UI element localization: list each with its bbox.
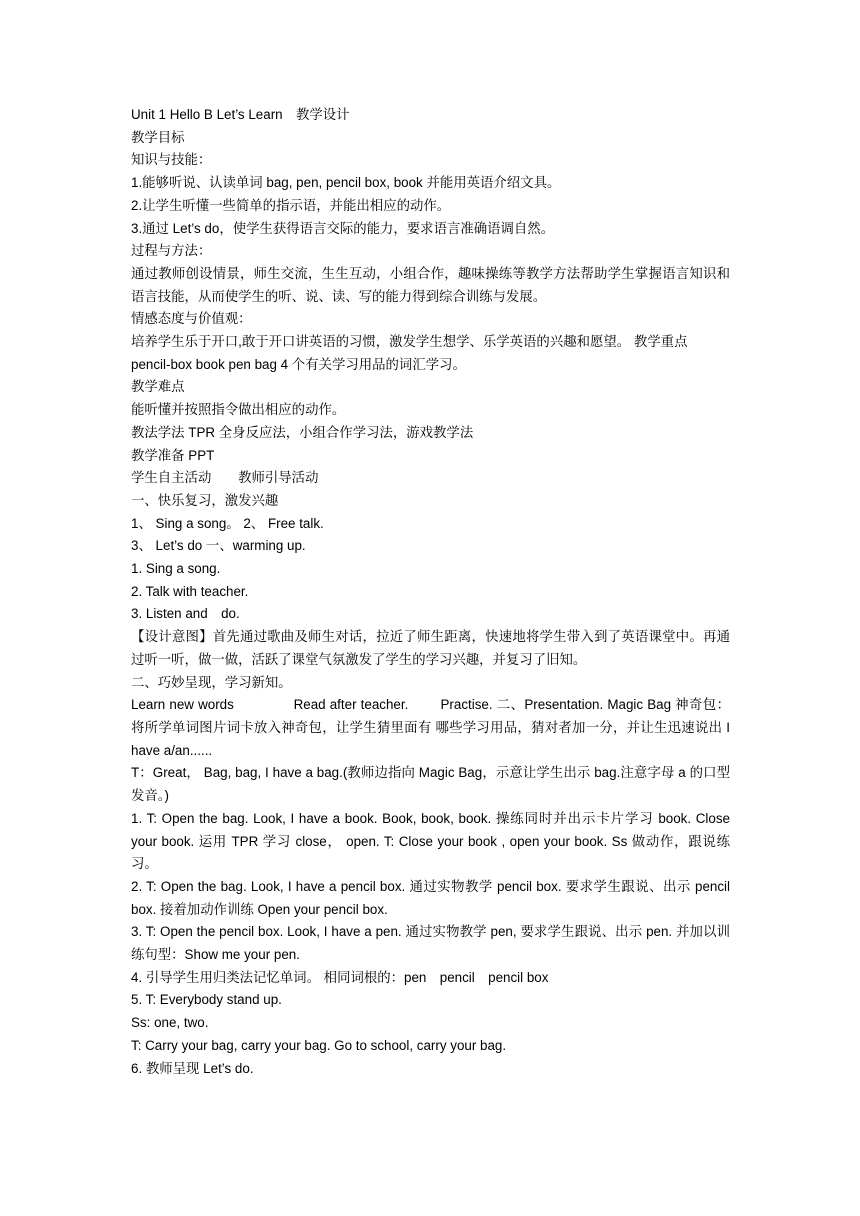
subheading-attitude-values: 情感态度与价值观： — [131, 311, 252, 327]
objective-item-3: 3.通过 Let’s do，使学生获得语言交际的能力，要求语言准确语调自然。 — [131, 220, 555, 236]
list-item: 1、 Sing a song。 2、 Free talk. — [131, 515, 324, 531]
paragraph-attitude-values: 培养学生乐于开口,敢于开口讲英语的习惯，激发学生想学、乐学英语的兴趣和愿望。 教学重点 — [131, 334, 688, 350]
list-item-pen: 3. T: Open the pencil box. Look, I have a pen. 通过实物教学 pen, 要求学生跟说、出示 pen. 并加以训练句型：Show me your pen. — [131, 924, 730, 963]
paragraph-difficulties: 能听懂并按照指令做出相应的动作。 — [131, 402, 346, 418]
paragraph-great-bag: T：Great， Bag, bag, I have a bag.(教师边指向 Magic Bag，示意让学生出示 bag.注意字母 a 的口型发音。) — [131, 765, 730, 804]
step-heading-review: 一、快乐复习，激发兴趣 — [131, 492, 279, 508]
paragraph-preparation: 教学准备 PPT — [131, 447, 215, 463]
list-item: 1. Sing a song. — [131, 561, 221, 577]
paragraph-design-intent: 【设计意图】首先通过歌曲及师生对话，拉近了师生距离，快速地将学生带入到了英语课堂中。再通过听一听，做一做，活跃了课堂气氛激发了学生的学习兴趣，并复习了旧知。 — [131, 629, 730, 667]
section-heading-difficulties: 教学难点 — [131, 379, 185, 395]
list-item-pencil-box: 2. T: Open the bag. Look, I have a pencil box. 通过实物教学 pencil box. 要求学生跟说、出示 pencil box. 接着加动作训练 Open your pencil box. — [131, 878, 730, 917]
paragraph-key-points: pencil-box book pen bag 4 个有关学习用品的词汇学习。 — [131, 356, 466, 372]
list-item: 3. Listen and do. — [131, 606, 240, 622]
subheading-process-methods: 过程与方法： — [131, 243, 212, 259]
list-item: 3、 Let’s do 一、warming up. — [131, 538, 306, 554]
document-page — [131, 104, 730, 1080]
list-item-lets-do: 6. 教师呈现 Let’s do. — [131, 1060, 254, 1076]
document-title: Unit 1 Hello B Let’s Learn 教学设计 — [131, 107, 350, 122]
list-item-stand-up: 5. T: Everybody stand up. — [131, 992, 282, 1008]
step-heading-presentation: 二、巧妙呈现，学习新知。 — [131, 674, 292, 690]
list-item: Ss: one, two. — [131, 1015, 209, 1031]
list-item-book: 1. T: Open the bag. Look, I have a book. Book, book, book. 操练同时并出示卡片学习 book. Close your book. 运用 TPR 学习 close， open. T: Close your book , open your book. Ss 做动作，跟说练习。 — [131, 810, 730, 872]
paragraph-process-methods: 通过教师创设情景，师生交流，生生互动，小组合作，趣味操练等教学方法帮助学生掌握语言知识和语言技能，从而使学生的听、说、读、写的能力得到综合训练与发展。 — [131, 265, 730, 304]
activities-header: 学生自主活动 教师引导活动 — [131, 470, 319, 486]
objective-item-2: 2.让学生听懂一些简单的指示语，并能出相应的动作。 — [131, 197, 451, 213]
objective-item-1: 1.能够听说、认读单词 bag, pen, pencil box, book 并能用英语介绍文具。 — [131, 175, 561, 191]
paragraph-learn-new-words: Learn new words Read after teacher. Practise. 二、Presentation. Magic Bag 神奇包： 将所学单词图片词卡放入神奇包，让学生猜里面有 哪些学习用品，猜对者加一分，并让生迅速说出 I have a/an...... — [131, 697, 730, 758]
section-heading-objectives: 教学目标 — [131, 129, 185, 145]
subheading-knowledge-skills: 知识与技能： — [131, 152, 212, 168]
list-item: 2. Talk with teacher. — [131, 583, 249, 599]
list-item-classify: 4. 引导学生用归类法记忆单词。 相同词根的：pen pencil pencil box — [131, 969, 549, 985]
list-item: T: Carry your bag, carry your bag. Go to school, carry your bag. — [131, 1037, 507, 1053]
paragraph-teaching-methods: 教法学法 TPR 全身反应法，小组合作学习法，游戏教学法 — [131, 424, 474, 440]
